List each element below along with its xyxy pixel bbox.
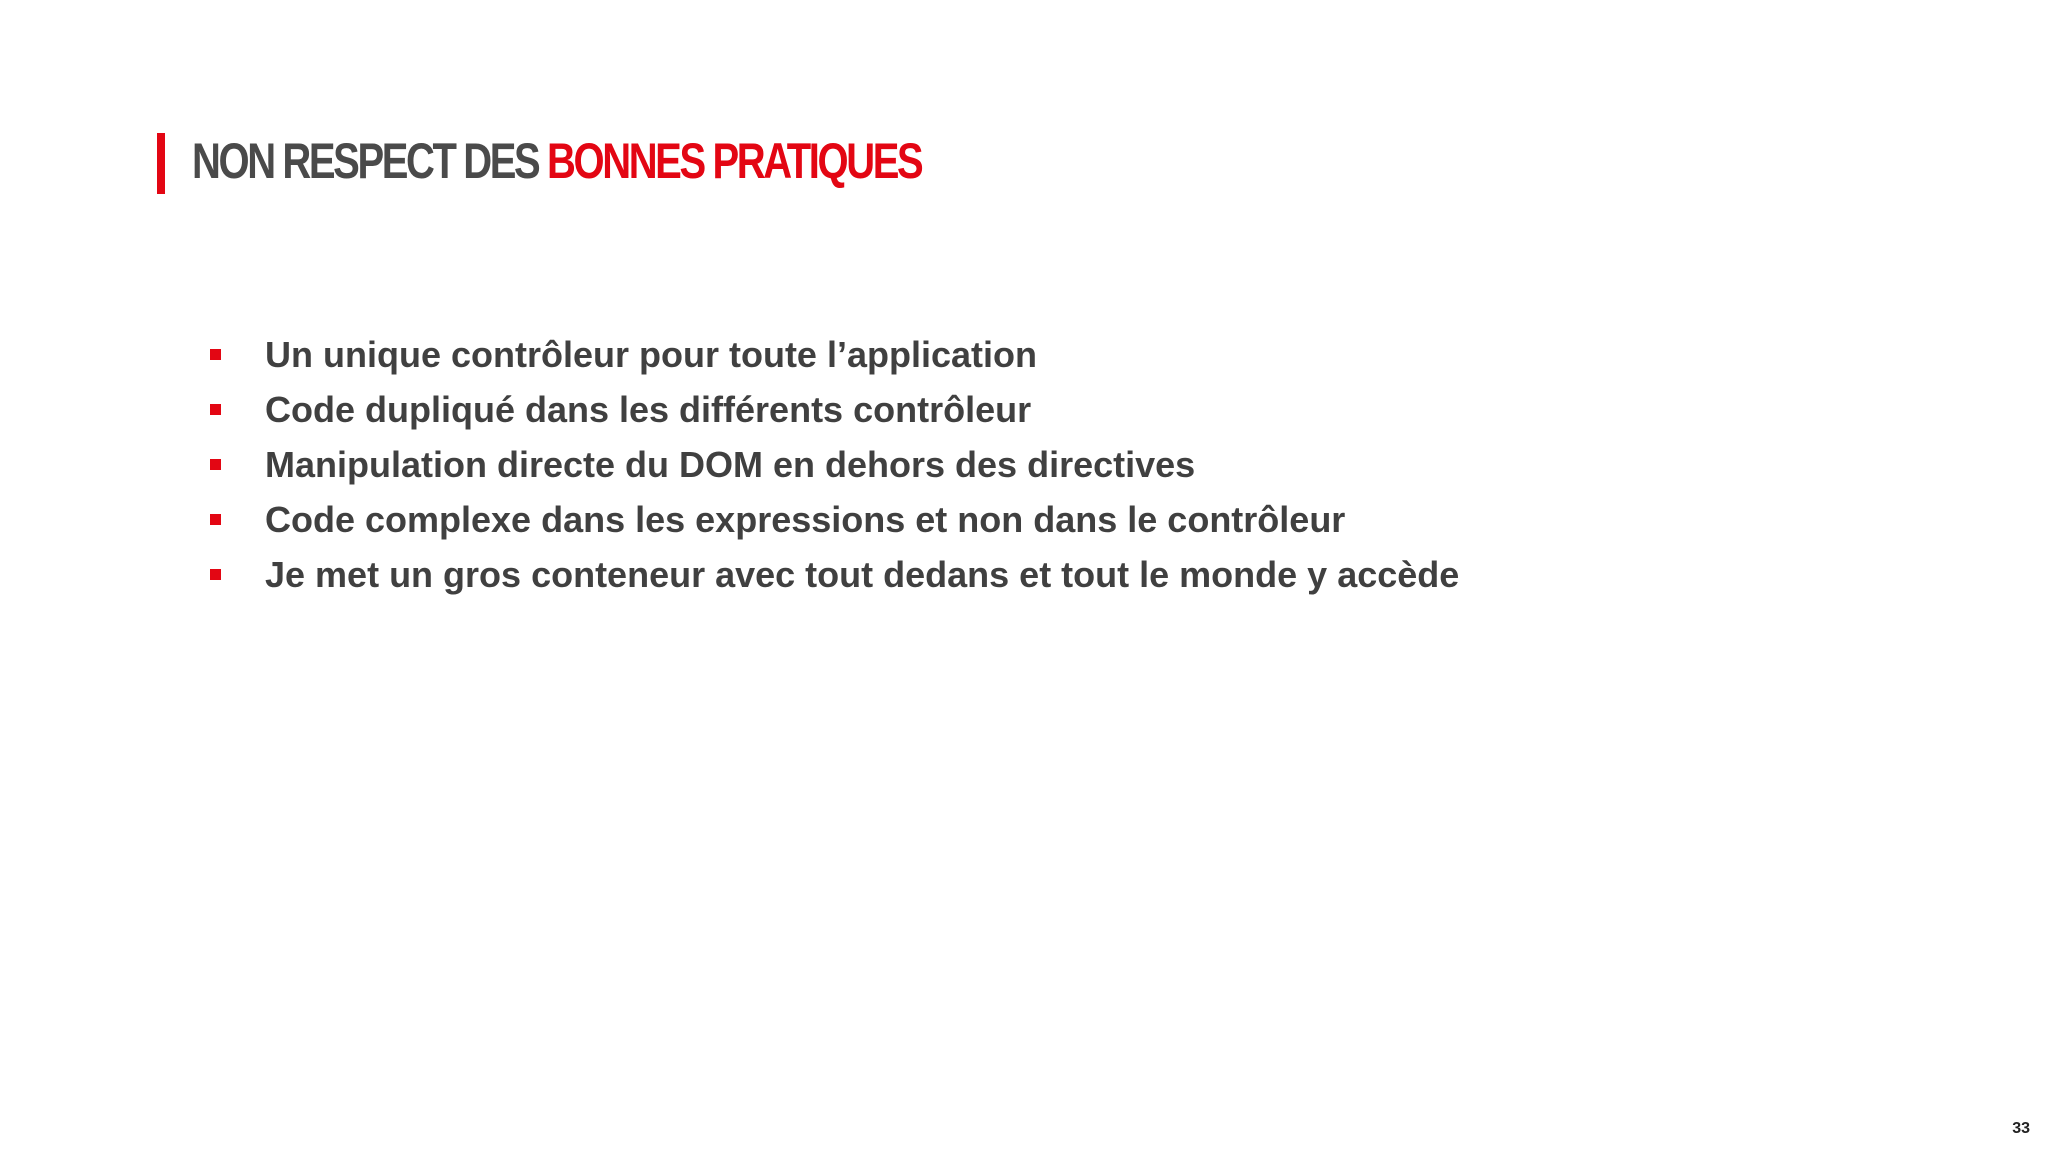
title-part-accent: BONNES PRATIQUES [547, 133, 922, 189]
title-part-dark: NON RESPECT DES [192, 133, 539, 189]
bullet-text: Manipulation directe du DOM en dehors des directives [265, 444, 1196, 485]
title-accent-bar [157, 133, 165, 194]
square-bullet-icon [210, 349, 221, 360]
page-number: 33 [2012, 1120, 2030, 1137]
bullet-text: Un unique contrôleur pour toute l’application [265, 334, 1037, 375]
slide-title [192, 128, 921, 194]
bullet-text: Code dupliqué dans les différents contrôleur [265, 389, 1032, 430]
square-bullet-icon [210, 569, 221, 580]
bullet-text: Je met un gros conteneur avec tout dedans et tout le monde y accède [265, 554, 1460, 595]
square-bullet-icon [210, 514, 221, 525]
square-bullet-icon [210, 404, 221, 415]
square-bullet-icon [210, 459, 221, 470]
bullet-text: Code complexe dans les expressions et non dans le contrôleur [265, 499, 1346, 540]
